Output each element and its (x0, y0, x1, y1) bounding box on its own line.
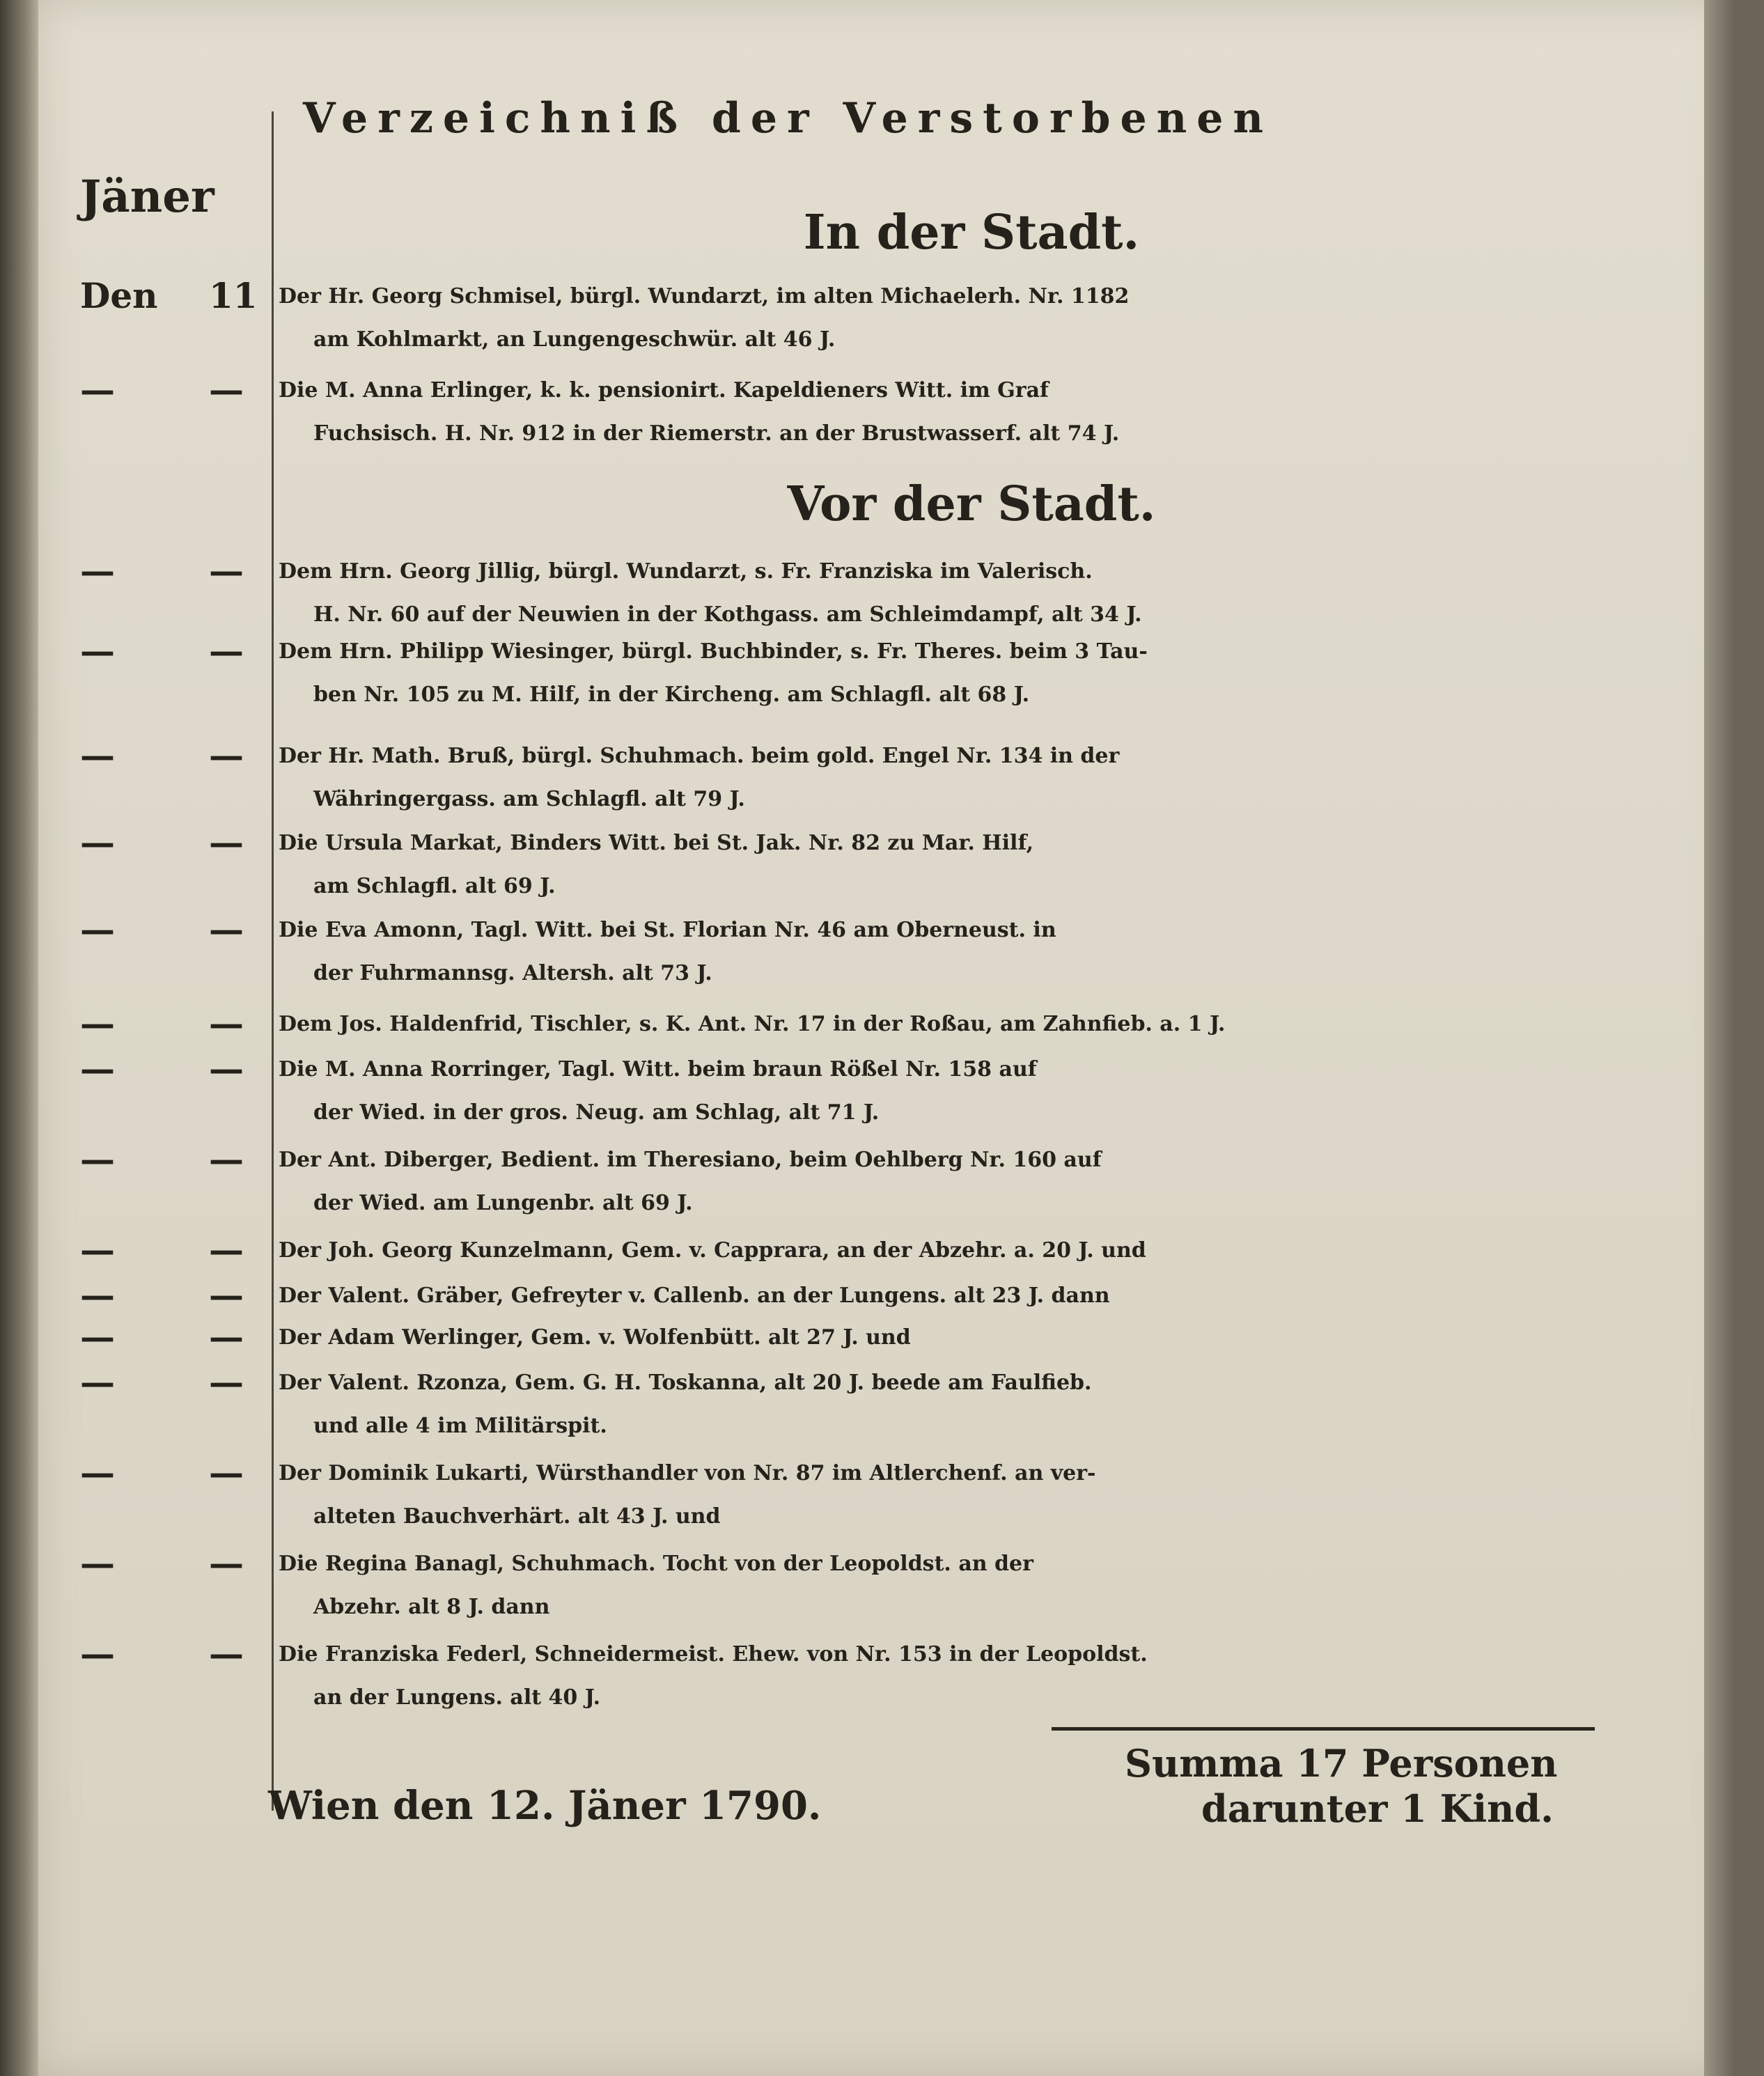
entry-text-line: der Wied. in der gros. Neug. am Schlag, alt 71 J. (313, 1100, 880, 1125)
ditto-dash-label: — (80, 630, 115, 671)
entry-text-line: Die M. Anna Rorringer, Tagl. Witt. beim braun Rößel Nr. 158 auf (279, 1057, 1037, 1082)
ditto-dash-label: — (80, 550, 115, 591)
place-date: Wien den 12. Jäner 1790. (268, 1783, 822, 1829)
entry-text-line: Dem Jos. Haldenfrid, Tischler, s. K. Ant. Nr. 17 in der Roßau, am Zahnfieb. a. 1 J. (279, 1012, 1226, 1036)
ditto-dash-day: — (209, 1139, 244, 1180)
entry-text-line: Der Dominik Lukarti, Würsthandler von Nr. 87 im Altlerchenf. an ver- (279, 1461, 1096, 1485)
section-heading-outside: Vor der Stadt. (787, 476, 1156, 532)
book-binding (0, 0, 38, 2076)
day-label: Den (80, 275, 158, 316)
ditto-dash-label: — (80, 1543, 115, 1584)
ditto-dash-day: — (209, 369, 244, 410)
ditto-dash-day: — (209, 909, 244, 950)
ditto-dash-day: — (209, 1274, 244, 1316)
ditto-dash-label: — (80, 735, 115, 776)
ditto-dash-day: — (209, 630, 244, 671)
ditto-dash-label: — (80, 909, 115, 950)
ditto-dash-day: — (209, 1229, 244, 1270)
column-rule (272, 111, 274, 1811)
ditto-dash-day: — (209, 822, 244, 863)
entry-text-line: Der Hr. Math. Bruß, bürgl. Schuhmach. beim gold. Engel Nr. 134 in der (279, 744, 1120, 768)
ditto-dash-label: — (80, 822, 115, 863)
entry-text-line: Der Hr. Georg Schmisel, bürgl. Wundarzt, im alten Michaelerh. Nr. 1182 (279, 284, 1130, 309)
ditto-dash-day: — (209, 1361, 244, 1403)
entry-text-line: Der Valent. Gräber, Gefreyter v. Callenb. an der Lungens. alt 23 J. dann (279, 1283, 1110, 1308)
ditto-dash-day: — (209, 735, 244, 776)
entry-text-line: Dem Hrn. Georg Jillig, bürgl. Wundarzt, s. Fr. Franziska im Valerisch. (279, 559, 1093, 584)
entry-text-line: Der Ant. Diberger, Bedient. im Theresiano, beim Oehlberg Nr. 160 auf (279, 1148, 1102, 1172)
entry-text-line: Die Ursula Markat, Binders Witt. bei St. Jak. Nr. 82 zu Mar. Hilf, (279, 831, 1034, 855)
summary-total: Summa 17 Personen (1125, 1741, 1558, 1786)
ditto-dash-day: — (209, 1048, 244, 1089)
entry-text-line: der Wied. am Lungenbr. alt 69 J. (313, 1191, 693, 1215)
ditto-dash-label: — (80, 1048, 115, 1089)
ditto-dash-day: — (209, 550, 244, 591)
ditto-dash-label: — (80, 1633, 115, 1674)
ditto-dash-day: — (209, 1316, 244, 1357)
entry-text-line: Die Franziska Federl, Schneidermeist. Ehew. von Nr. 153 in der Leopoldst. (279, 1642, 1148, 1667)
page-edge-shadow (1704, 0, 1734, 2076)
summary-rule (1052, 1727, 1595, 1731)
ditto-dash-day: — (209, 1633, 244, 1674)
entry-text-line: an der Lungens. alt 40 J. (313, 1685, 601, 1710)
ditto-dash-label: — (80, 1229, 115, 1270)
section-heading-city: In der Stadt. (803, 205, 1140, 260)
day-number: 11 (209, 275, 258, 316)
ditto-dash-label: — (80, 1452, 115, 1493)
entry-text-line: Der Adam Werlinger, Gem. v. Wolfenbütt. alt 27 J. und (279, 1325, 911, 1350)
entry-text-line: und alle 4 im Militärspit. (313, 1414, 607, 1438)
ditto-dash-label: — (80, 1361, 115, 1403)
ditto-dash-day: — (209, 1452, 244, 1493)
entry-text-line: Der Joh. Georg Kunzelmann, Gem. v. Capprara, an der Abzehr. a. 20 J. und (279, 1238, 1146, 1263)
entry-text-line: Fuchsisch. H. Nr. 912 in der Riemerstr. an der Brustwasserf. alt 74 J. (313, 421, 1120, 446)
entry-text-line: H. Nr. 60 auf der Neuwien in der Kothgass. am Schleimdampf, alt 34 J. (313, 602, 1142, 627)
entry-text-line: am Schlagfl. alt 69 J. (313, 874, 556, 898)
ditto-dash-label: — (80, 1003, 115, 1044)
entry-text-line: alteten Bauchverhärt. alt 43 J. und (313, 1504, 721, 1529)
entry-text-line: Abzehr. alt 8 J. dann (313, 1595, 550, 1619)
month-label: Jäner (80, 171, 214, 223)
ditto-dash-label: — (80, 1139, 115, 1180)
ditto-dash-label: — (80, 369, 115, 410)
page-title: Verzeichniß der Verstorbenen (303, 94, 1274, 143)
document-page (38, 0, 1734, 2076)
entry-text-line: Die M. Anna Erlinger, k. k. pensionirt. Kapeldieners Witt. im Graf (279, 378, 1049, 403)
summary-children: darunter 1 Kind. (1201, 1786, 1554, 1831)
ditto-dash-label: — (80, 1274, 115, 1316)
ditto-dash-label: — (80, 1316, 115, 1357)
entry-text-line: Die Regina Banagl, Schuhmach. Tocht von der Leopoldst. an der (279, 1552, 1033, 1576)
entry-text-line: Die Eva Amonn, Tagl. Witt. bei St. Florian Nr. 46 am Oberneust. in (279, 918, 1056, 942)
entry-text-line: Währingergass. am Schlagfl. alt 79 J. (313, 787, 745, 811)
entry-text-line: der Fuhrmannsg. Altersh. alt 73 J. (313, 961, 712, 985)
entry-text-line: ben Nr. 105 zu M. Hilf, in der Kircheng. am Schlagfl. alt 68 J. (313, 682, 1030, 707)
entry-text-line: am Kohlmarkt, an Lungengeschwür. alt 46 J. (313, 327, 836, 352)
entry-text-line: Dem Hrn. Philipp Wiesinger, bürgl. Buchbinder, s. Fr. Theres. beim 3 Tau- (279, 639, 1148, 664)
ditto-dash-day: — (209, 1543, 244, 1584)
entry-text-line: Der Valent. Rzonza, Gem. G. H. Toskanna, alt 20 J. beede am Faulfieb. (279, 1371, 1092, 1395)
ditto-dash-day: — (209, 1003, 244, 1044)
